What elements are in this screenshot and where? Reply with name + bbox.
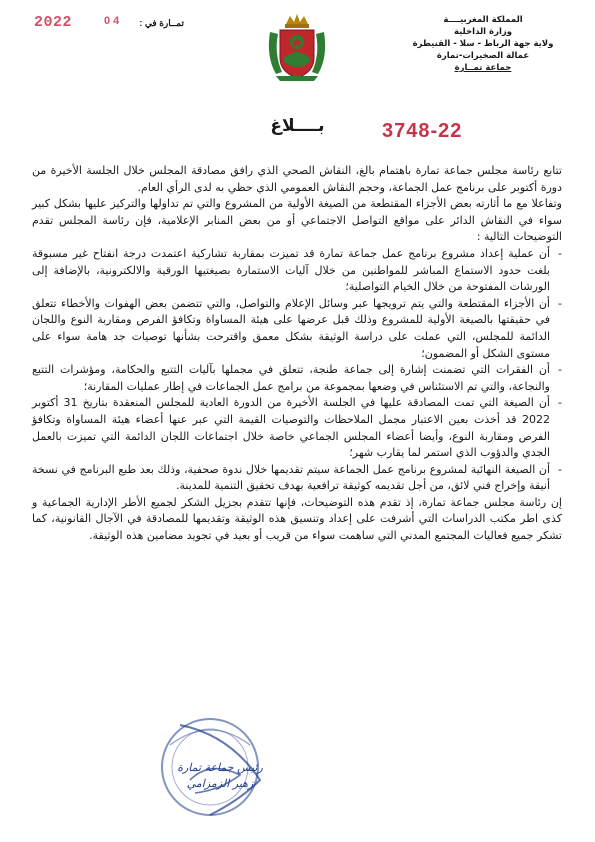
- ministry-line: وزارة الداخلية: [453, 27, 513, 37]
- prefecture-line: عمالة الصخيرات-تمارة: [436, 51, 530, 61]
- intro-paragraph: تتابع رئاسة مجلس جماعة تمارة باهتمام بالغ، النقاش الصحي الذي رافق مصادقة المجلس خلال الجلسة الأخيرة من دورة أكتوبر على برنامج عمل الجماعة، وحجم النقاش العمومي الذي حظي به لدى الرأي العام.: [32, 164, 562, 194]
- region-line: ولاية جهة الرباط - سلا - القنيطرة: [412, 39, 554, 49]
- signatory-title: رئيس جماعة تمارة: [177, 761, 263, 774]
- document-body: [32, 163, 562, 545]
- date-stamp-day: 0 4: [104, 15, 120, 27]
- moroccan-coat-of-arms-icon: [262, 12, 332, 82]
- reference-number: 3748-22: [382, 120, 463, 142]
- signatory-name: زهير الزمزامي: [186, 777, 254, 790]
- issuer-header: [403, 14, 563, 74]
- list-item: - أن الأجزاء المقتطعة والتي يتم ترويجها عبر وسائل الإعلام والتواصل، والتي تتضمن بعض الهفوات والأخطاء تتعلق في حقيقتها بالصيغة الأولية للمشروع وذلك قبل عرضها على هيئة المساواة وتكافؤ الفرص ومقاربة النوع واللجان الدائمة للمجلس، التي عملت على دراسة الوثيقة بشكل معمق واقترحت بشأنها توصيات جد هامة سواء على مستوى الشكل أو المضمون؛: [32, 296, 562, 362]
- clarifications-list: [32, 246, 562, 495]
- commune-line: جماعة تمــارة: [454, 63, 512, 73]
- date-stamp-year: 2022: [34, 14, 73, 31]
- context-paragraph: وتفاعلا مع ما أثارته بعض الأجزاء المقتطعة من الصيغة الأولية من المشروع والتي تم تداولها والتركيز عليها بشكل كبير سواء في النقاش الدائر على مواقع التواصل الاجتماعي أو من بعض المنابر الإعلامية، فإن رئاسة المجلس تقدم التوضيحات التالية :: [32, 197, 562, 244]
- closing-paragraph: إن رئاسة مجلس جماعة تمارة، إذ تقدم هذه التوضيحات، فإنها تتقدم بجزيل الشكر لجميع الأطر الإدارية الجماعية و كذى اطر مكتب الدراسات التي أشرفت على إعداد وتنسيق هذه الوثيقة وتقديمها للمصادقة في الآجال القانونية، كما تشكر جميع فعاليات المجتمع المدني التي ساهمت سواء من قريب أو بعيد في تجويد مضامين هذه الوثيقة.: [32, 495, 562, 543]
- list-item: - أن الصيغة النهائية لمشروع برنامج عمل الجماعة سيتم تقديمها خلال ندوة صحفية، وذلك بعد طبع البرنامج في نسخة أنيقة وإخراج فني لائق، من أجل تقديمه كوثيقة ترافعية بهدف تحقيق التنمية للمدينة.: [32, 462, 562, 495]
- list-item: - أن عملية إعداد مشروع برنامج عمل جماعة تمارة قد تميزت بمقاربة تشاركية اعتمدت درجة انفتاح غير مسبوقة بلغت حدود الاستماع المباشر للمواطنين من خلال آليات الاستمارة بصيغتيها الورقية والالكترونية، بالإضافة إلى الورشات المفتوحة من خلال الخيام التواصلية؛: [32, 246, 562, 296]
- list-item: - أن الصيغة التي تمت المصادقة عليها في الجلسة الأخيرة من الدورة العادية للمجلس المنعقدة بتاريخ 31 أكتوبر 2022 قد أخذت بعين الاعتبار مجمل الملاحظات والتوصيات القيمة التي عبر عنها أعضاء هيئة المساواة وتكافؤ الفرص ومقاربة النوع، وأيضا أعضاء المجلس الجماعي خاصة خلال اجتماعات اللجان الدائمة التي تميزت بالعمل الجدي والدؤوب الذي استمر لما يقارب شهر؛: [32, 395, 562, 461]
- signature-block: [165, 760, 275, 792]
- kingdom-line: المملكة المغربيــــة: [443, 15, 523, 25]
- date-label: تمــارة في :: [139, 18, 184, 28]
- document-title: بــــلاغ: [270, 116, 325, 136]
- date-line: [34, 12, 184, 36]
- list-item: - أن الفقرات التي تضمنت إشارة إلى جماعة طنجة، تتعلق في مجملها بآليات التتبع والحكامة، ومؤشرات التتبع والنجاعة، والتي تم الاستئناس في وضعها بمجموعة من برامج عمل الجماعات في إطار عمليات المقارنة؛: [32, 362, 562, 395]
